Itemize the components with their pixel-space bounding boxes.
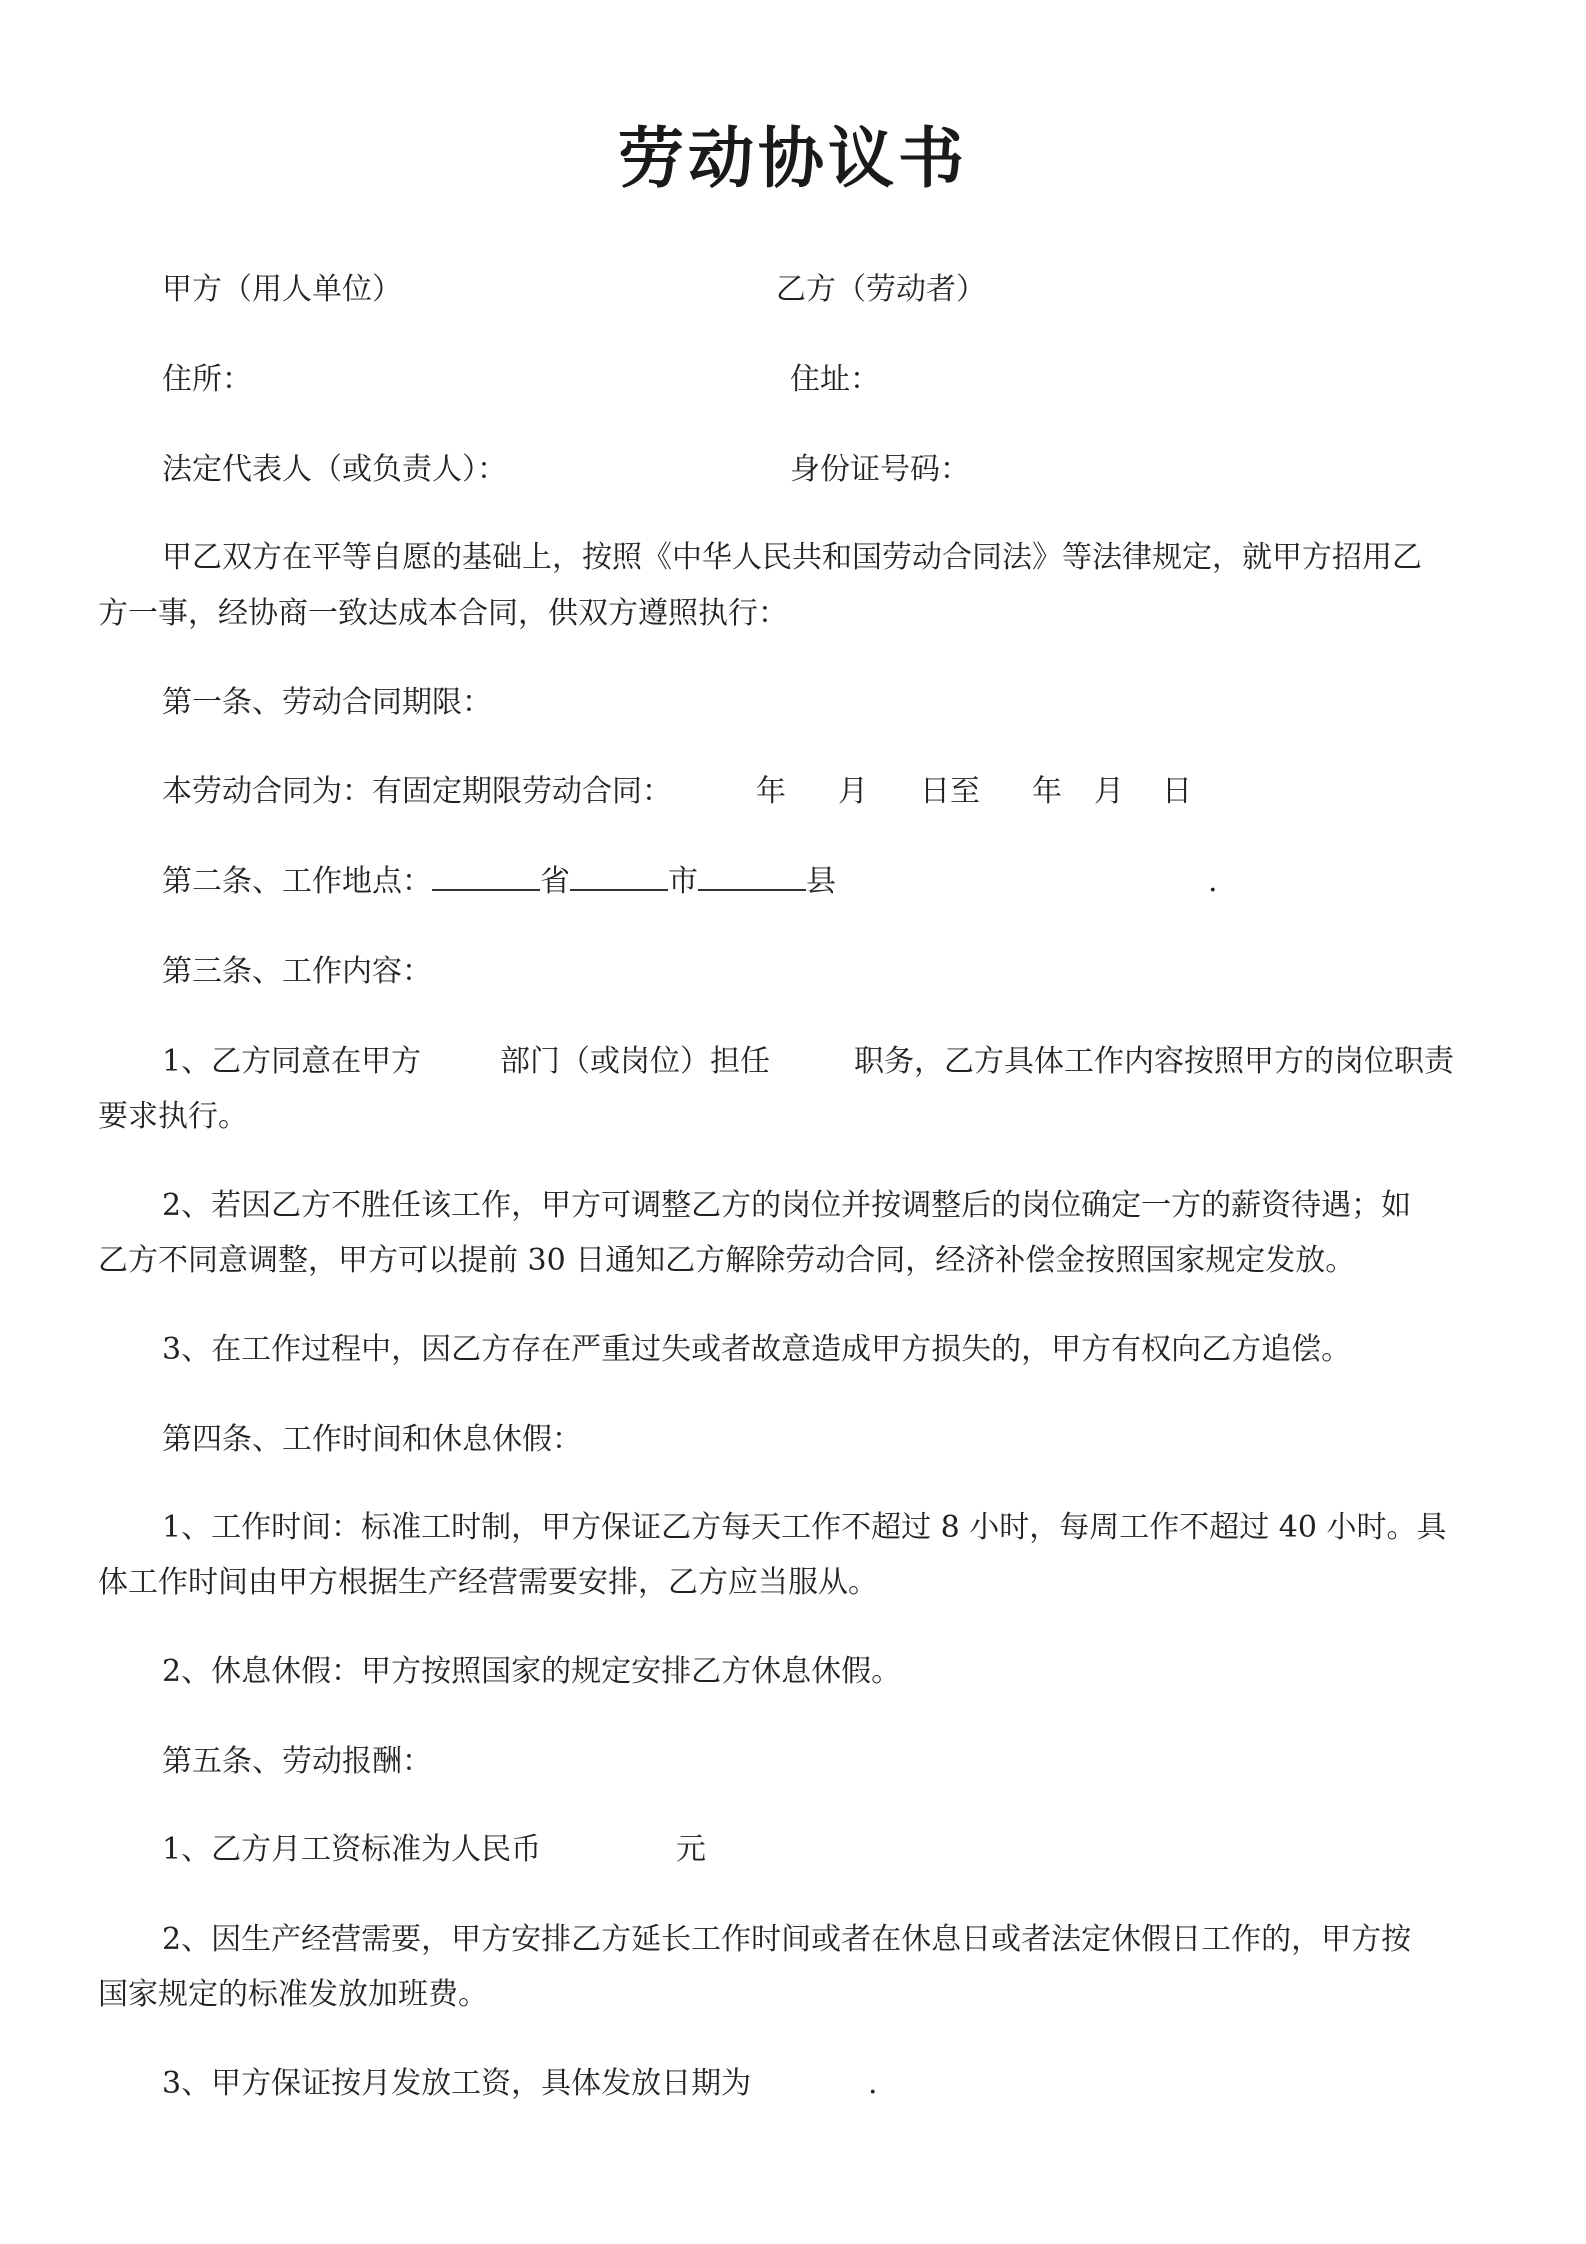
article-5-item-1-a: 1、乙方月工资标准为人民币	[162, 1832, 542, 1867]
article-3-item-2-line-1: 2、若因乙方不胜任该工作，甲方可调整乙方的岗位并按调整后的岗位确定一方的薪资待遇；如	[162, 1188, 1412, 1223]
document-title: 劳动协议书	[618, 119, 968, 197]
party-b-address-label: 住址：	[790, 362, 880, 397]
article-4-item-2: 2、休息休假：甲方按照国家的规定安排乙方休息休假。	[162, 1654, 902, 1689]
article-1-start-day: 日至	[920, 774, 980, 809]
article-4-item-1-line-1: 1、工作时间：标准工时制，甲方保证乙方每天工作不超过 8 小时，每周工作不超过 40 小时。具	[162, 1510, 1447, 1545]
article-2-line	[162, 862, 836, 902]
city-blank	[570, 863, 668, 891]
article-1-end-day: 日	[1162, 774, 1192, 809]
article-4-heading: 第四条、工作时间和休息休假：	[162, 1422, 582, 1457]
article-4-item-1-line-2: 体工作时间由甲方根据生产经营需要安排，乙方应当服从。	[98, 1565, 878, 1600]
article-1-start-year: 年	[756, 774, 786, 809]
article-1-end-month: 月	[1094, 774, 1124, 809]
article-3-item-1-line-2: 要求执行。	[98, 1099, 248, 1134]
county-blank	[698, 863, 806, 891]
party-a-rep-label: 法定代表人（或负责人）：	[162, 452, 507, 487]
county-label: 县	[806, 864, 836, 899]
article-5-heading: 第五条、劳动报酬：	[162, 1744, 432, 1779]
preamble-line-2: 方一事，经协商一致达成本合同，供双方遵照执行：	[98, 596, 788, 631]
party-b-label: 乙方（劳动者）	[776, 272, 986, 307]
preamble-line-1: 甲乙双方在平等自愿的基础上，按照《中华人民共和国劳动合同法》等法律规定，就甲方招用乙	[162, 540, 1422, 575]
article-5-item-2-line-1: 2、因生产经营需要，甲方安排乙方延长工作时间或者在休息日或者法定休假日工作的，甲方按	[162, 1922, 1412, 1957]
province-label: 省	[540, 864, 570, 899]
article-3-item-1-b: 部门（或岗位）担任	[500, 1044, 770, 1079]
article-3-item-3: 3、在工作过程中，因乙方存在严重过失或者故意造成甲方损失的，甲方有权向乙方追偿。	[162, 1332, 1352, 1367]
article-3-item-2-line-2: 乙方不同意调整，甲方可以提前 30 日通知乙方解除劳动合同，经济补偿金按照国家规定发放。	[98, 1243, 1356, 1278]
article-5-item-3-a: 3、甲方保证按月发放工资，具体发放日期为	[162, 2066, 752, 2101]
article-1-heading: 第一条、劳动合同期限：	[162, 685, 492, 720]
province-blank	[432, 863, 540, 891]
party-a-label: 甲方（用人单位）	[162, 272, 402, 307]
city-label: 市	[668, 864, 698, 899]
article-3-item-1-c: 职务，乙方具体工作内容按照甲方的岗位职责	[854, 1044, 1454, 1079]
article-1-end-year: 年	[1032, 774, 1062, 809]
article-3-item-1-a: 1、乙方同意在甲方	[162, 1044, 422, 1079]
article-2-heading: 第二条、工作地点：	[162, 864, 432, 899]
article-2-end: .	[1208, 864, 1218, 899]
article-3-heading: 第三条、工作内容：	[162, 954, 432, 989]
article-1-term-label: 本劳动合同为：有固定期限劳动合同：	[162, 774, 672, 809]
article-5-item-1-b: 元	[676, 1832, 706, 1867]
article-1-start-month: 月	[838, 774, 868, 809]
article-5-item-2-line-2: 国家规定的标准发放加班费。	[98, 1977, 488, 2012]
party-b-id-label: 身份证号码：	[790, 452, 970, 487]
article-5-item-3-b: .	[868, 2066, 878, 2101]
party-a-address-label: 住所：	[162, 362, 252, 397]
